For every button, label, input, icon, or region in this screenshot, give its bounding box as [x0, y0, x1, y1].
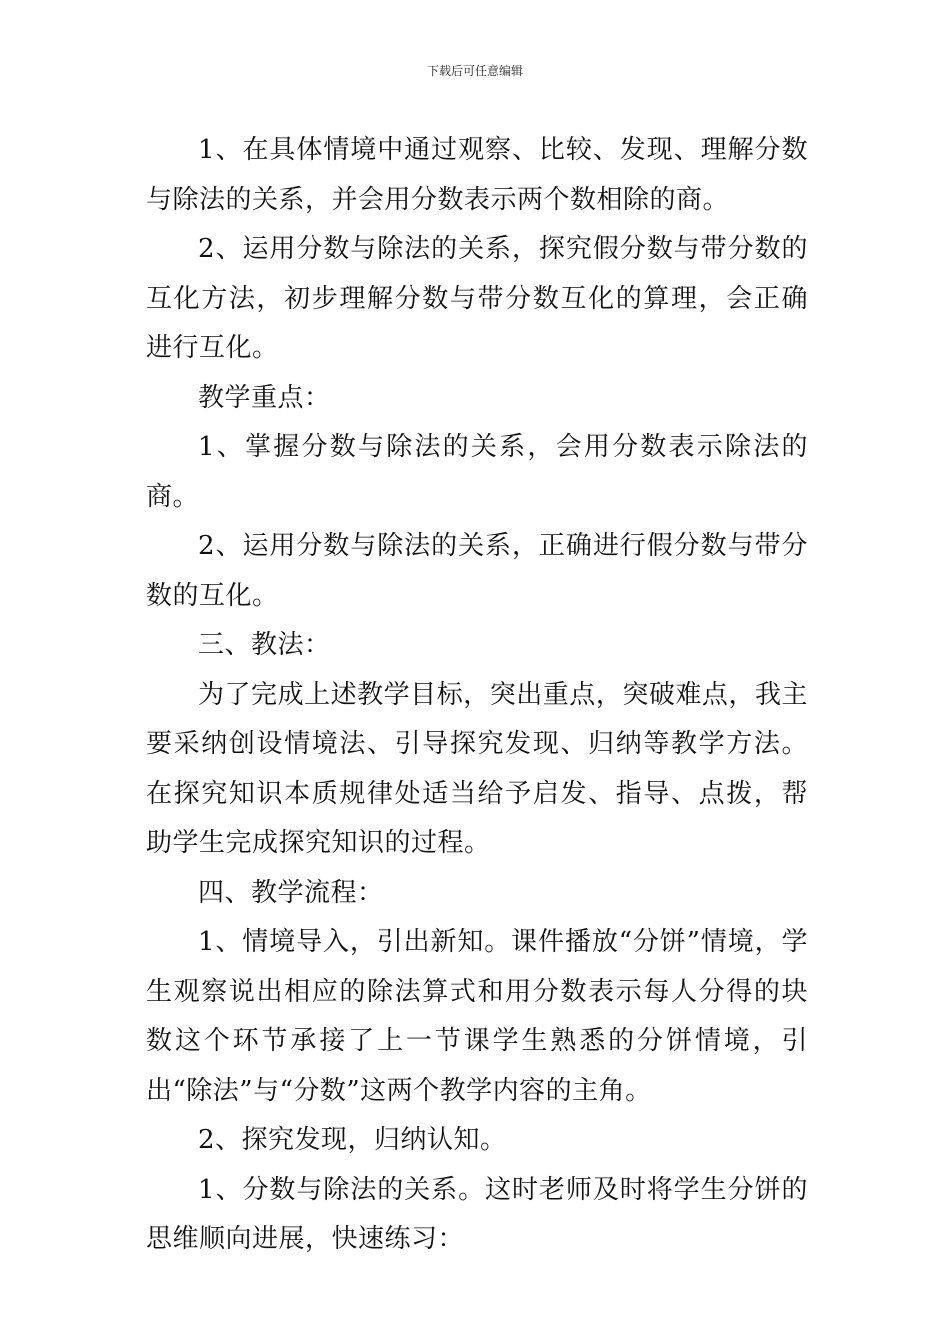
paragraph-process-2-1: 1、分数与除法的关系。这时老师及时将学生分饼的思维顺向进展，快速练习：	[146, 1174, 808, 1254]
paragraph-teaching-methods: 为了完成上述教学目标，突出重点，突破难点，我主要采纳创设情境法、引导探究发现、归纳等教学方法。在探究知识本质规律处适当给予启发、指导、点拨，帮助学生完成探究知识的过程。	[146, 679, 808, 858]
heading-teaching-methods: 三、教法：	[198, 630, 331, 660]
paragraph-goal-1: 1、在具体情境中通过观察、比较、发现、理解分数与除法的关系，并会用分数表示两个数相除的商。	[146, 135, 808, 215]
paragraph-process-2: 2、探究发现，归纳认知。	[198, 1125, 507, 1155]
heading-key-points: 教学重点：	[198, 382, 331, 413]
paragraph-key-point-2: 2、运用分数与除法的关系，正确进行假分数与带分数的互化。	[146, 531, 808, 611]
heading-teaching-process: 四、教学流程：	[198, 877, 384, 908]
paragraph-key-point-1: 1、掌握分数与除法的关系，会用分数表示除法的商。	[146, 432, 808, 512]
paragraph-process-1: 1、情境导入，引出新知。课件播放“分饼”情境，学生观察说出相应的除法算式和用分数表示每人分得的块数这个环节承接了上一节课学生熟悉的分饼情境，引出“除法”与“分数”这两个教学内容的主角。	[146, 927, 808, 1106]
document-body	[146, 126, 808, 1265]
page-header: 下载后可任意编辑	[426, 64, 523, 78]
paragraph-goal-2: 2、运用分数与除法的关系，探究假分数与带分数的互化方法，初步理解分数与带分数互化的算理，会正确进行互化。	[146, 234, 808, 363]
